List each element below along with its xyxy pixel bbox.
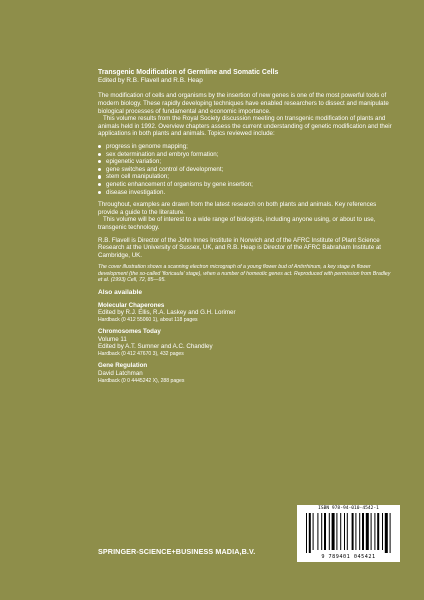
related-book xyxy=(98,302,392,324)
bullet-icon xyxy=(98,191,101,194)
related-book-title: Chromosomes Today xyxy=(98,328,161,336)
bullet-icon xyxy=(98,183,101,186)
bullet-icon xyxy=(98,145,101,148)
bullet-icon xyxy=(98,160,101,163)
related-book-editors: Edited by R.J. Ellis, R.A. Laskey and G.H. Lorimer xyxy=(98,309,236,317)
publisher-name: SPRINGER-SCIENCE+BUSINESS MADIA,B.V. xyxy=(98,547,256,556)
related-book-title: Molecular Chaperones xyxy=(98,301,165,309)
isbn-text: ISBN 978-94-010-4542-1 xyxy=(318,506,379,511)
related-book-volume: Volume 11 xyxy=(98,335,127,343)
editors-bio-paragraph: R.B. Flavell is Director of the John Innes Institute in Norwich and of the AFRC Institute of Plant Science Research at the University of Sussex, UK, and R.B. Heap is Director of the AFRC Babraham Institute at Cambridge, UK. xyxy=(98,236,382,259)
barcode-panel xyxy=(297,505,400,562)
topic-item: epigenetic variation; xyxy=(98,158,392,166)
topic-item: disease investigation. xyxy=(98,189,392,197)
bullet-icon xyxy=(98,168,101,171)
related-book-details: Hardback (0 412 55060 1), about 118 pages xyxy=(98,316,198,323)
topic-item: gene switches and control of development; xyxy=(98,166,392,174)
intro-paragraph: The modification of cells and organisms by the insertion of new genes is one of the most powerful tools of modern biology. These rapidly developing techniques have enabled researchers to dissect and manipulate biological processes of fundamental and economic importance. xyxy=(98,92,389,115)
examples-paragraph: Throughout, examples are drawn from the latest research on both plants and animals. Key references provide a guide to the literature. xyxy=(98,201,377,216)
volume-paragraph: This volume results from the Royal Society discussion meeting on transgenic modification of plants and animals held in 1992. Overview chapters assess the current understanding of genetic modification and their applications in both plants and animals. Topics reviewed include: xyxy=(98,115,392,138)
cover-illustration-note: The cover illustration shows a scanning electron micrograph of a young flower bud of Antirrhinum, a key stage in flower development (the so-called 'floricaula' stage), when a number of homeotic genes act. Reproduced with permission from Bradley et al. (1993) Cell, 72, 85—95. xyxy=(98,264,391,284)
related-book xyxy=(98,362,392,384)
topics-list xyxy=(98,143,392,196)
topic-item: stem cell manipulation; xyxy=(98,173,392,181)
audience-paragraph: This volume will be of interest to a wide range of biologists, including anyone using, or about to use, transgenic technology. xyxy=(98,216,376,231)
bullet-icon xyxy=(98,153,101,156)
bullet-icon xyxy=(98,175,101,178)
barcode-number: 9 789401 045421 xyxy=(321,554,376,560)
related-book-details: Hardback (0 0 4445242 X), 288 pages xyxy=(98,377,185,384)
related-book-details: Hardback (0 412 47670 3), 432 pages xyxy=(98,351,184,358)
related-book-author: David Latchman xyxy=(98,370,143,378)
book-editors: Edited by R.B. Flavell and R.B. Heap xyxy=(98,77,203,85)
related-book-title: Gene Regulation xyxy=(98,362,148,370)
also-available-heading: Also available xyxy=(98,289,142,297)
topic-item: genetic enhancement of organisms by gene insertion; xyxy=(98,181,392,189)
back-cover-text xyxy=(98,69,392,384)
topic-item: progress in genome mapping; xyxy=(98,143,392,151)
topic-item: sex determination and embryo formation; xyxy=(98,151,392,159)
book-title: Transgenic Modification of Germline and Somatic Cells xyxy=(98,69,279,76)
barcode-icon xyxy=(306,513,391,553)
related-book-editors: Edited by A.T. Sumner and A.C. Chandley xyxy=(98,343,213,351)
related-book xyxy=(98,328,392,357)
